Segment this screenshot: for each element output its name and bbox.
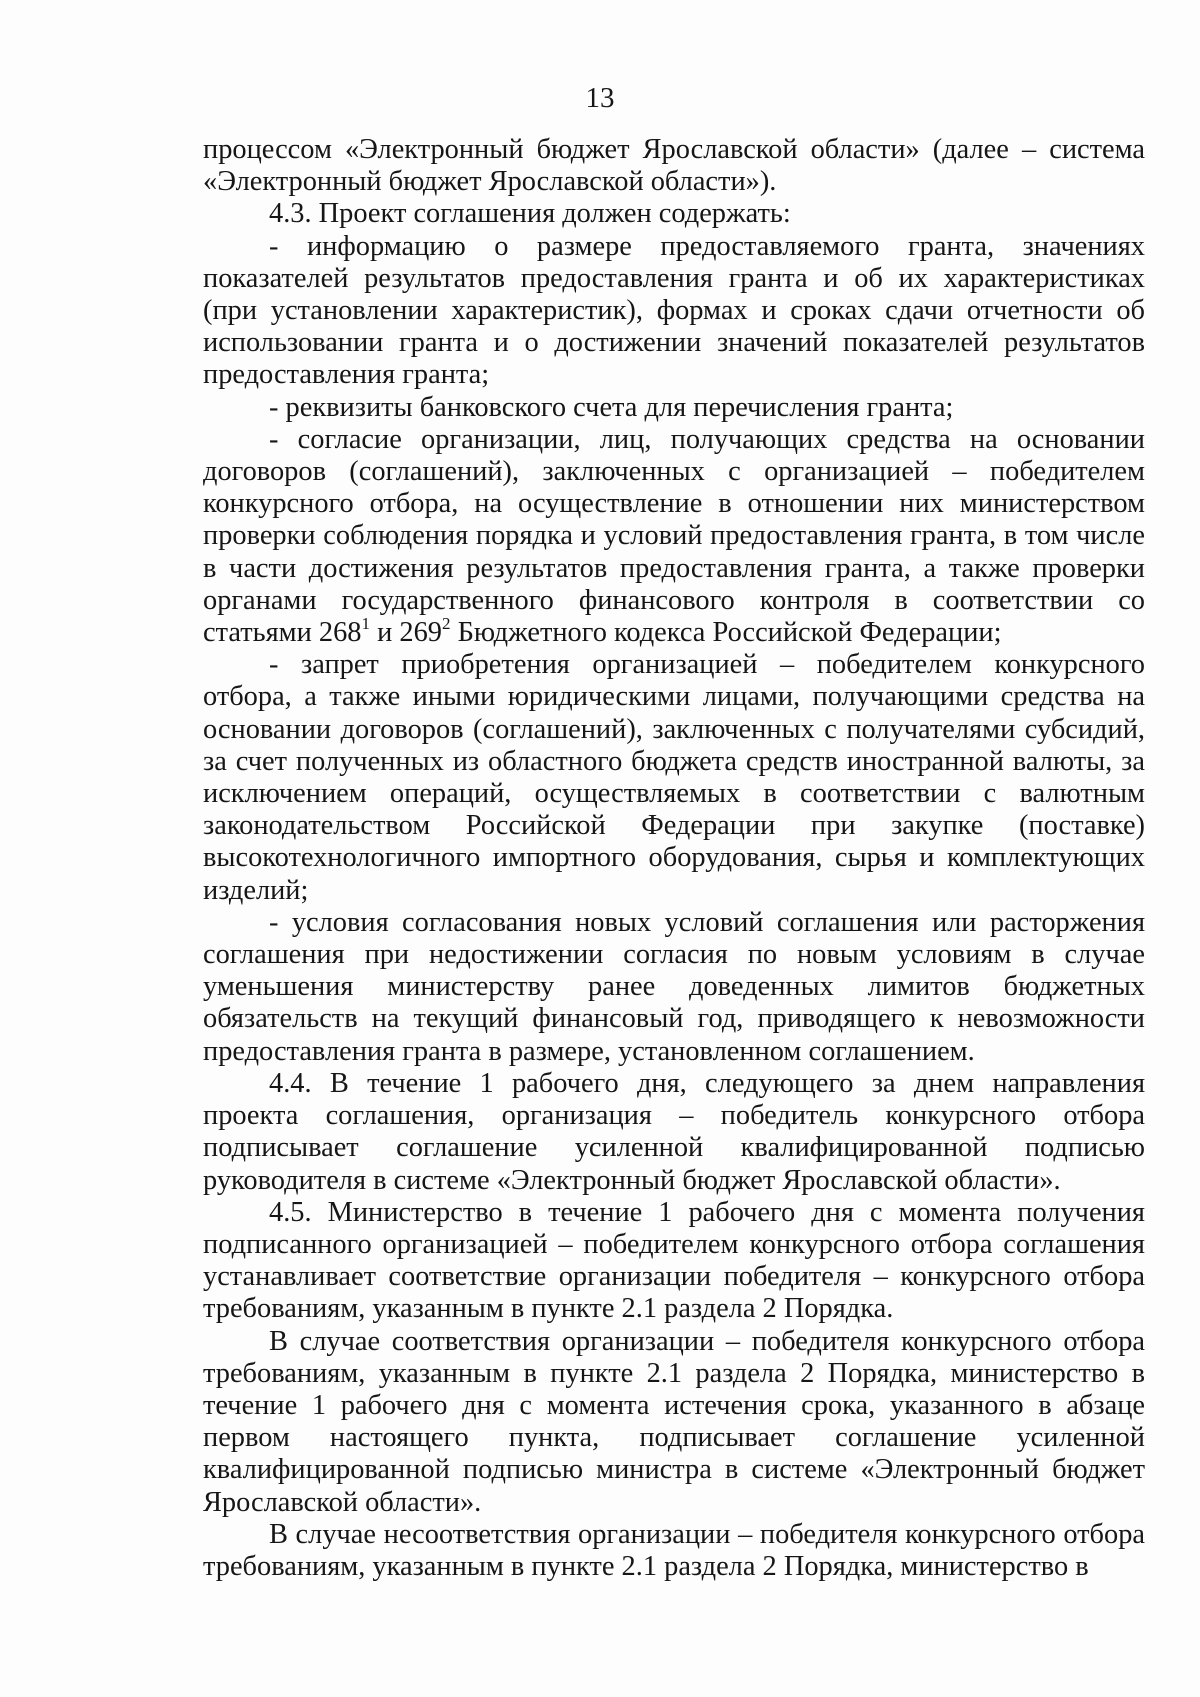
paragraph-4-3-heading: 4.3. Проект соглашения должен содержать: (269, 198, 791, 230)
consent-text-start: - согласие организации, лиц, получающих средства на основании договоров (соглашений), заключенных с организацией – победителем конкурсного отбора, на осуществление в отношении них министерством проверки соблюдения порядка и условий предоставления гранта, в том числе в части достижения результатов предоставления гранта, а также проверки органами государственного финансового контроля в соответствии со статьями 268 (203, 423, 1145, 649)
superscript-1: 1 (361, 613, 370, 633)
page-number: 13 (585, 82, 615, 114)
paragraph-agreement-conditions: - условия согласования новых условий соглашения или расторжения соглашения при недостижении согласия по новым условиям в случае уменьшения министерству ранее доведенных лимитов бюджетных обязательств на текущий финансовый год, приводящего к невозможности предоставления гранта в размере, установленном соглашением. (203, 906, 1145, 1067)
consent-text-end: Бюджетного кодекса Российской Федерации; (450, 617, 1002, 649)
paragraph-grant-info: - информацию о размере предоставляемого гранта, значениях показателей результатов предоставления гранта и об их характеристиках (при установлении характеристик), формах и сроках сдачи отчетности об использовании гранта и о достижении значений показателей результатов предоставления гранта; (203, 230, 1145, 391)
paragraph-noncompliance-case: В случае несоответствия организации – победителя конкурсного отбора требованиям, указанным в пункте 2.1 раздела 2 Порядка, министерство в (203, 1518, 1145, 1582)
consent-text-mid: и 269 (370, 617, 442, 649)
paragraph-currency-ban: - запрет приобретения организацией – победителем конкурсного отбора, а также иными юридическими лицами, получающими средства на основании договоров (соглашений), заключенных с получателями субсидий, за счет полученных из областного бюджета средств иностранной валюты, за исключением операций, осуществляемых в соответствии с валютным законодательством Российской Федерации при закупке (поставке) высокотехнологичного импортного оборудования, сырья и комплектующих изделий; (203, 649, 1145, 906)
paragraph-4-4: 4.4. В течение 1 рабочего дня, следующего за днем направления проекта соглашения, организация – победитель конкурсного отбора подписывает соглашение усиленной квалифицированной подписью руководителя в системе «Электронный бюджет Ярославской области». (203, 1067, 1145, 1196)
superscript-2: 2 (441, 613, 451, 633)
document-body (203, 134, 1145, 1583)
paragraph-4-5: 4.5. Министерство в течение 1 рабочего дня с момента получения подписанного организацией – победителем конкурсного отбора соглашения устанавливает соответствие организации победителя – конкурсного отбора требованиям, указанным в пункте 2.1 раздела 2 Порядка. (203, 1196, 1145, 1325)
paragraph-system-definition: процессом «Электронный бюджет Ярославской области» (далее – система «Электронный бюджет Ярославской области»). (203, 134, 1145, 198)
paragraph-compliance-case: В случае соответствия организации – победителя конкурсного отбора требованиям, указанным в пункте 2.1 раздела 2 Порядка, министерство в течение 1 рабочего дня с момента истечения срока, указанного в абзаце первом настоящего пункта, подписывает соглашение усиленной квалифицированной подписью министра в системе «Электронный бюджет Ярославской области». (203, 1325, 1145, 1518)
paragraph-consent (203, 424, 1145, 649)
paragraph-bank-details: - реквизиты банковского счета для перечисления гранта; (269, 391, 954, 423)
